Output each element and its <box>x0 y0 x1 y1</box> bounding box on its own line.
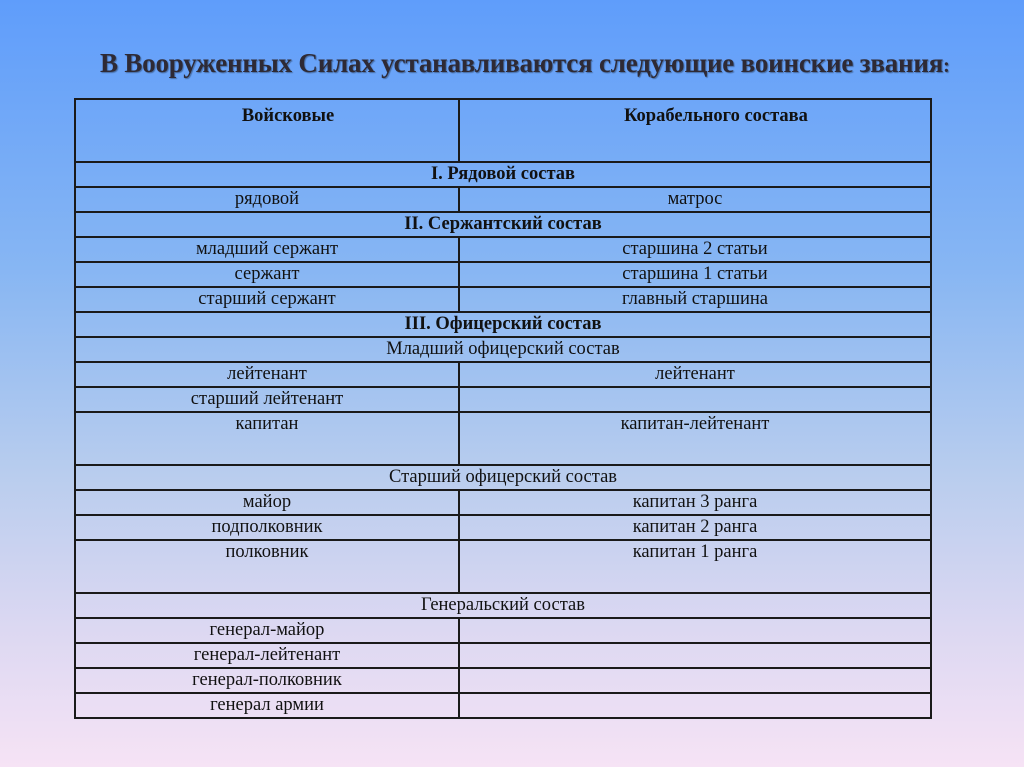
header-navy: Корабельного состава <box>459 99 931 162</box>
army-rank: полковник <box>75 540 459 593</box>
navy-rank <box>459 618 931 643</box>
table-row <box>75 187 931 212</box>
table-row <box>75 237 931 262</box>
section-private: I. Рядовой состав <box>75 162 931 187</box>
table-row <box>75 387 931 412</box>
army-rank: генерал-полковник <box>75 668 459 693</box>
table-row <box>75 287 931 312</box>
army-rank: старший лейтенант <box>75 387 459 412</box>
header-army: Войсковые <box>75 99 459 162</box>
army-rank: генерал-майор <box>75 618 459 643</box>
army-rank: сержант <box>75 262 459 287</box>
navy-rank: капитан-лейтенант <box>459 412 931 465</box>
navy-rank <box>459 643 931 668</box>
army-rank: генерал армии <box>75 693 459 718</box>
section-officer: III. Офицерский состав <box>75 312 931 337</box>
subsection-row-junior-officer <box>75 337 931 362</box>
navy-rank <box>459 668 931 693</box>
section-row-private <box>75 162 931 187</box>
section-row-sergeant <box>75 212 931 237</box>
army-rank: лейтенант <box>75 362 459 387</box>
navy-rank <box>459 693 931 718</box>
subsection-general: Генеральский состав <box>75 593 931 618</box>
table-row <box>75 643 931 668</box>
ranks-table <box>74 98 932 719</box>
navy-rank: старшина 2 статьи <box>459 237 931 262</box>
table-row <box>75 490 931 515</box>
slide-title-colon: : <box>943 55 950 77</box>
subsection-senior-officer: Старший офицерский состав <box>75 465 931 490</box>
navy-rank: капитан 2 ранга <box>459 515 931 540</box>
army-rank: генерал-лейтенант <box>75 643 459 668</box>
army-rank: рядовой <box>75 187 459 212</box>
navy-rank: главный старшина <box>459 287 931 312</box>
table-row <box>75 362 931 387</box>
slide-title-text: В Вооруженных Силах устанавливаются следующие воинские звания <box>100 48 944 78</box>
table-row <box>75 515 931 540</box>
table-row <box>75 412 931 465</box>
navy-rank: старшина 1 статьи <box>459 262 931 287</box>
army-rank: капитан <box>75 412 459 465</box>
navy-rank: матрос <box>459 187 931 212</box>
subsection-row-senior-officer <box>75 465 931 490</box>
slide-title <box>100 48 1010 79</box>
navy-rank <box>459 387 931 412</box>
section-sergeant: II. Сержантский состав <box>75 212 931 237</box>
army-rank: старший сержант <box>75 287 459 312</box>
army-rank: подполковник <box>75 515 459 540</box>
subsection-junior-officer: Младший офицерский состав <box>75 337 931 362</box>
table-row <box>75 618 931 643</box>
table-row <box>75 693 931 718</box>
table-row <box>75 262 931 287</box>
table-row <box>75 540 931 593</box>
table-header-row <box>75 99 931 162</box>
navy-rank: лейтенант <box>459 362 931 387</box>
army-rank: майор <box>75 490 459 515</box>
navy-rank: капитан 3 ранга <box>459 490 931 515</box>
section-row-officer <box>75 312 931 337</box>
navy-rank: капитан 1 ранга <box>459 540 931 593</box>
subsection-row-general <box>75 593 931 618</box>
army-rank: младший сержант <box>75 237 459 262</box>
table-row <box>75 668 931 693</box>
